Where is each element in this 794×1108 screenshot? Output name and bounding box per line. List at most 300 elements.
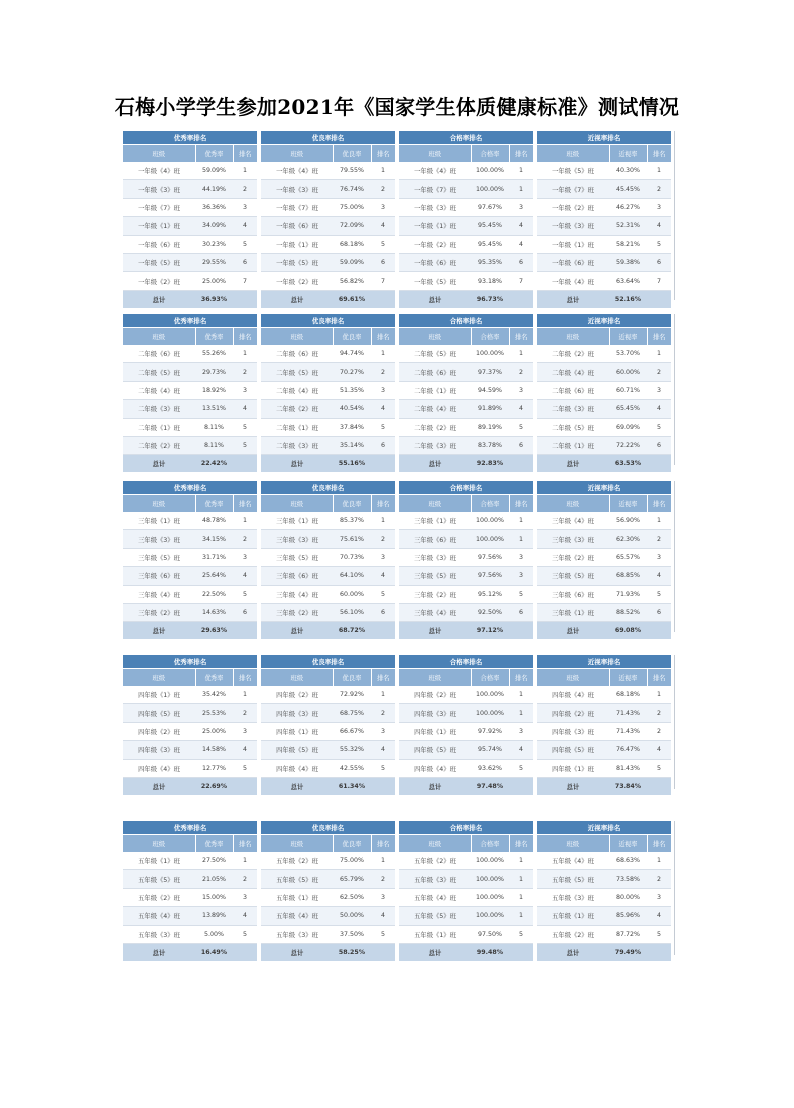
rate-cell: 80.00% [609,888,647,906]
class-cell: 四年级《1》班 [537,759,609,777]
table-row [399,180,533,198]
total-empty [371,622,395,640]
rank-cell: 5 [509,925,533,943]
rank-cell: 2 [233,870,257,888]
rank-cell: 1 [233,345,257,363]
rank-cell: 1 [233,512,257,530]
class-cell: 四年级《4》班 [537,686,609,704]
class-cell: 二年级《4》班 [537,363,609,381]
total-label: 总计 [261,622,333,640]
table-row [537,235,671,253]
table-title: 合格率排名 [399,131,533,145]
rate-cell: 100.00% [471,852,509,870]
class-cell: 五年级《5》班 [261,870,333,888]
rank-cell: 4 [233,907,257,925]
class-cell: 三年级《6》班 [537,585,609,603]
rate-cell: 25.00% [195,272,233,290]
total-value: 68.72% [333,622,371,640]
rate-cell: 31.71% [195,548,233,566]
total-value: 22.69% [195,777,233,795]
total-label: 总计 [261,777,333,795]
rank-cell: 5 [371,585,395,603]
rank-cell: 4 [233,217,257,235]
table-row [261,512,395,530]
total-empty [509,777,533,795]
table-row [537,180,671,198]
total-empty [509,943,533,961]
rate-cell: 95.12% [471,585,509,603]
table-row [261,436,395,454]
rate-cell: 71.93% [609,585,647,603]
total-row [537,290,671,308]
rate-cell: 34.15% [195,530,233,548]
column-header-rate: 近视率 [609,328,647,346]
total-value: 52.16% [609,290,647,308]
rate-cell: 46.27% [609,198,647,216]
class-cell: 四年级《3》班 [537,722,609,740]
rank-cell: 4 [509,235,533,253]
rank-cell: 4 [509,400,533,418]
rate-cell: 75.00% [333,852,371,870]
column-header-rank: 排名 [509,669,533,687]
table-row [537,925,671,943]
column-header-class: 班级 [261,145,333,163]
rate-cell: 55.32% [333,741,371,759]
total-label: 总计 [537,622,609,640]
rate-cell: 35.14% [333,436,371,454]
good-ranking-table [261,655,395,795]
class-cell: 五年级《2》班 [123,888,195,906]
total-row [399,455,533,473]
rate-cell: 64.10% [333,567,371,585]
table-row [537,704,671,722]
table-row [399,217,533,235]
column-header-rate: 合格率 [471,495,509,513]
total-label: 总计 [399,943,471,961]
total-empty [647,943,671,961]
rank-cell: 4 [647,400,671,418]
total-empty [233,290,257,308]
table-row [399,436,533,454]
table-row [399,852,533,870]
total-row [123,455,257,473]
table-row [261,235,395,253]
rate-cell: 93.18% [471,272,509,290]
column-header-rate: 优秀率 [195,669,233,687]
table-row [537,852,671,870]
rank-cell: 2 [371,530,395,548]
table-row [399,925,533,943]
table-row [261,925,395,943]
rate-cell: 37.84% [333,418,371,436]
class-cell: 一年级《7》班 [399,180,471,198]
total-empty [233,943,257,961]
rate-cell: 76.47% [609,741,647,759]
class-cell: 二年级《4》班 [399,400,471,418]
rate-cell: 29.55% [195,253,233,271]
rank-cell: 6 [509,603,533,621]
total-empty [647,622,671,640]
total-empty [371,943,395,961]
class-cell: 三年级《1》班 [537,603,609,621]
class-cell: 一年级《4》班 [399,162,471,180]
column-header-class: 班级 [537,669,609,687]
class-cell: 五年级《4》班 [261,907,333,925]
rate-cell: 97.67% [471,198,509,216]
table-row [399,363,533,381]
rate-cell: 35.42% [195,686,233,704]
rank-cell: 7 [371,272,395,290]
class-cell: 五年级《1》班 [123,852,195,870]
table-row [537,272,671,290]
rank-cell: 6 [371,253,395,271]
column-header-class: 班级 [261,328,333,346]
table-title: 合格率排名 [399,314,533,328]
class-cell: 二年级《2》班 [261,400,333,418]
table-row [399,686,533,704]
grade-block-2 [123,314,673,469]
rate-cell: 60.00% [609,363,647,381]
rank-cell: 5 [647,759,671,777]
total-label: 总计 [399,622,471,640]
table-row [261,253,395,271]
table-title: 优秀率排名 [123,655,257,669]
table-row [537,162,671,180]
rate-cell: 37.50% [333,925,371,943]
table-row [537,530,671,548]
table-title: 优秀率排名 [123,131,257,145]
rank-cell: 1 [233,686,257,704]
table-title: 优秀率排名 [123,821,257,835]
rank-cell: 3 [371,198,395,216]
column-header-rank: 排名 [371,328,395,346]
total-row [537,777,671,795]
table-row [399,585,533,603]
table-row [399,272,533,290]
rate-cell: 65.79% [333,870,371,888]
rate-cell: 85.37% [333,512,371,530]
pass-ranking-table [399,481,533,639]
pass-ranking-table [399,655,533,795]
table-row [261,217,395,235]
class-cell: 一年级《6》班 [261,217,333,235]
table-title: 近视率排名 [537,655,671,669]
table-row [537,741,671,759]
rank-cell: 2 [647,870,671,888]
table-row [537,870,671,888]
class-cell: 二年级《6》班 [123,345,195,363]
total-value: 29.63% [195,622,233,640]
column-header-class: 班级 [261,669,333,687]
rate-cell: 68.18% [333,235,371,253]
class-cell: 二年级《6》班 [537,381,609,399]
column-header-class: 班级 [399,669,471,687]
myopia-ranking-table [537,821,671,961]
table-row [537,567,671,585]
table-row [399,907,533,925]
class-cell: 一年级《1》班 [537,235,609,253]
table-row [123,180,257,198]
table-row [261,418,395,436]
good-ranking-table [261,481,395,639]
rank-cell: 1 [371,852,395,870]
rate-cell: 21.05% [195,870,233,888]
class-cell: 三年级《3》班 [537,530,609,548]
class-cell: 三年级《5》班 [537,567,609,585]
table-row [261,530,395,548]
rank-cell: 6 [371,603,395,621]
rank-cell: 2 [371,363,395,381]
total-label: 总计 [537,455,609,473]
rate-cell: 71.43% [609,722,647,740]
class-cell: 二年级《1》班 [123,418,195,436]
table-row [399,400,533,418]
rate-cell: 100.00% [471,180,509,198]
rank-cell: 2 [647,704,671,722]
total-label: 总计 [399,777,471,795]
class-cell: 五年级《5》班 [399,907,471,925]
rate-cell: 71.43% [609,704,647,722]
class-cell: 二年级《1》班 [261,418,333,436]
table-row [399,235,533,253]
table-row [261,585,395,603]
table-row [261,759,395,777]
column-header-rank: 排名 [233,495,257,513]
rate-cell: 95.45% [471,235,509,253]
rank-cell: 1 [647,852,671,870]
total-value: 96.73% [471,290,509,308]
table-row [261,704,395,722]
table-row [537,722,671,740]
table-row [537,381,671,399]
rank-cell: 3 [647,381,671,399]
rate-cell: 13.51% [195,400,233,418]
rate-cell: 100.00% [471,888,509,906]
table-row [261,852,395,870]
rank-cell: 4 [233,567,257,585]
total-row [123,943,257,961]
rank-cell: 6 [647,436,671,454]
rate-cell: 36.36% [195,198,233,216]
table-row [399,512,533,530]
rank-cell: 4 [647,567,671,585]
total-empty [233,777,257,795]
total-value: 61.34% [333,777,371,795]
rate-cell: 18.92% [195,381,233,399]
rank-cell: 5 [233,418,257,436]
rank-cell: 1 [371,686,395,704]
rank-cell: 7 [233,272,257,290]
class-cell: 五年级《5》班 [123,870,195,888]
class-cell: 四年级《3》班 [123,741,195,759]
rate-cell: 76.74% [333,180,371,198]
table-row [123,870,257,888]
table-row [537,603,671,621]
column-header-class: 班级 [123,669,195,687]
rate-cell: 65.57% [609,548,647,566]
rank-cell: 1 [509,345,533,363]
rank-cell: 5 [371,418,395,436]
class-cell: 二年级《5》班 [537,418,609,436]
rate-cell: 58.21% [609,235,647,253]
table-row [537,253,671,271]
column-header-rate: 近视率 [609,835,647,853]
class-cell: 一年级《6》班 [537,253,609,271]
rate-cell: 97.56% [471,567,509,585]
total-label: 总计 [537,290,609,308]
table-row [123,686,257,704]
rate-cell: 100.00% [471,704,509,722]
class-cell: 五年级《4》班 [537,852,609,870]
rank-cell: 2 [647,722,671,740]
class-cell: 一年级《3》班 [123,180,195,198]
table-row [123,548,257,566]
table-row [123,198,257,216]
column-header-rank: 排名 [647,328,671,346]
rate-cell: 25.00% [195,722,233,740]
class-cell: 三年级《4》班 [399,603,471,621]
class-cell: 三年级《6》班 [399,530,471,548]
table-row [123,418,257,436]
rank-cell: 5 [647,235,671,253]
rate-cell: 100.00% [471,512,509,530]
myopia-ranking-table [537,131,671,308]
class-cell: 三年级《3》班 [261,530,333,548]
rank-cell: 2 [233,180,257,198]
column-header-rank: 排名 [371,145,395,163]
table-row [537,888,671,906]
table-row [399,759,533,777]
rate-cell: 65.45% [609,400,647,418]
total-row [261,455,395,473]
table-row [399,704,533,722]
rank-cell: 1 [509,686,533,704]
table-title: 优秀率排名 [123,481,257,495]
rank-cell: 1 [509,907,533,925]
total-empty [371,455,395,473]
rate-cell: 70.73% [333,548,371,566]
class-cell: 三年级《5》班 [399,567,471,585]
total-value: 97.12% [471,622,509,640]
excellent-ranking-table [123,131,257,308]
table-row [123,530,257,548]
table-row [123,704,257,722]
table-title: 优良率排名 [261,655,395,669]
table-row [399,722,533,740]
total-label: 总计 [399,455,471,473]
rate-cell: 97.56% [471,548,509,566]
rate-cell: 8.11% [195,436,233,454]
class-cell: 一年级《1》班 [261,235,333,253]
table-row [123,235,257,253]
rank-cell: 6 [371,436,395,454]
column-header-class: 班级 [399,328,471,346]
column-header-rank: 排名 [647,495,671,513]
class-cell: 三年级《5》班 [123,548,195,566]
rank-cell: 3 [509,548,533,566]
column-header-rate: 优秀率 [195,328,233,346]
table-row [399,381,533,399]
table-row [399,741,533,759]
total-empty [509,290,533,308]
rate-cell: 44.19% [195,180,233,198]
total-row [537,943,671,961]
total-row [261,622,395,640]
rank-cell: 1 [509,530,533,548]
rank-cell: 3 [233,548,257,566]
table-title: 合格率排名 [399,655,533,669]
class-cell: 三年级《6》班 [123,567,195,585]
table-row [399,345,533,363]
rate-cell: 88.52% [609,603,647,621]
total-row [399,290,533,308]
rank-cell: 4 [371,907,395,925]
excellent-ranking-table [123,655,257,795]
rank-cell: 5 [647,585,671,603]
rank-cell: 2 [647,363,671,381]
column-header-rate: 合格率 [471,145,509,163]
column-header-class: 班级 [123,145,195,163]
table-row [537,585,671,603]
rank-cell: 4 [647,907,671,925]
column-header-rate: 近视率 [609,669,647,687]
table-row [123,925,257,943]
total-value: 99.48% [471,943,509,961]
total-label: 总计 [537,777,609,795]
table-row [261,870,395,888]
table-row [399,603,533,621]
class-cell: 二年级《1》班 [399,381,471,399]
rank-cell: 4 [371,741,395,759]
table-title: 优良率排名 [261,314,395,328]
total-label: 总计 [123,943,195,961]
total-row [399,943,533,961]
total-label: 总计 [537,943,609,961]
class-cell: 三年级《3》班 [399,548,471,566]
rank-cell: 6 [233,253,257,271]
total-empty [233,622,257,640]
column-header-rate: 优良率 [333,669,371,687]
class-cell: 三年级《1》班 [261,512,333,530]
rate-cell: 100.00% [471,907,509,925]
class-cell: 四年级《3》班 [261,704,333,722]
column-header-class: 班级 [399,495,471,513]
class-cell: 一年级《2》班 [123,272,195,290]
table-row [261,381,395,399]
rate-cell: 87.72% [609,925,647,943]
pass-ranking-table [399,131,533,308]
rank-cell: 2 [647,530,671,548]
class-cell: 一年级《6》班 [123,235,195,253]
table-row [123,852,257,870]
rate-cell: 29.73% [195,363,233,381]
total-value: 55.16% [333,455,371,473]
total-row [261,777,395,795]
rate-cell: 45.45% [609,180,647,198]
column-header-rate: 近视率 [609,495,647,513]
rate-cell: 62.50% [333,888,371,906]
total-value: 69.61% [333,290,371,308]
rate-cell: 68.85% [609,567,647,585]
rank-cell: 2 [371,704,395,722]
rate-cell: 56.82% [333,272,371,290]
class-cell: 一年级《3》班 [261,180,333,198]
class-cell: 一年级《5》班 [123,253,195,271]
column-header-rank: 排名 [233,145,257,163]
class-cell: 一年级《6》班 [399,253,471,271]
class-cell: 五年级《3》班 [537,888,609,906]
table-row [537,686,671,704]
